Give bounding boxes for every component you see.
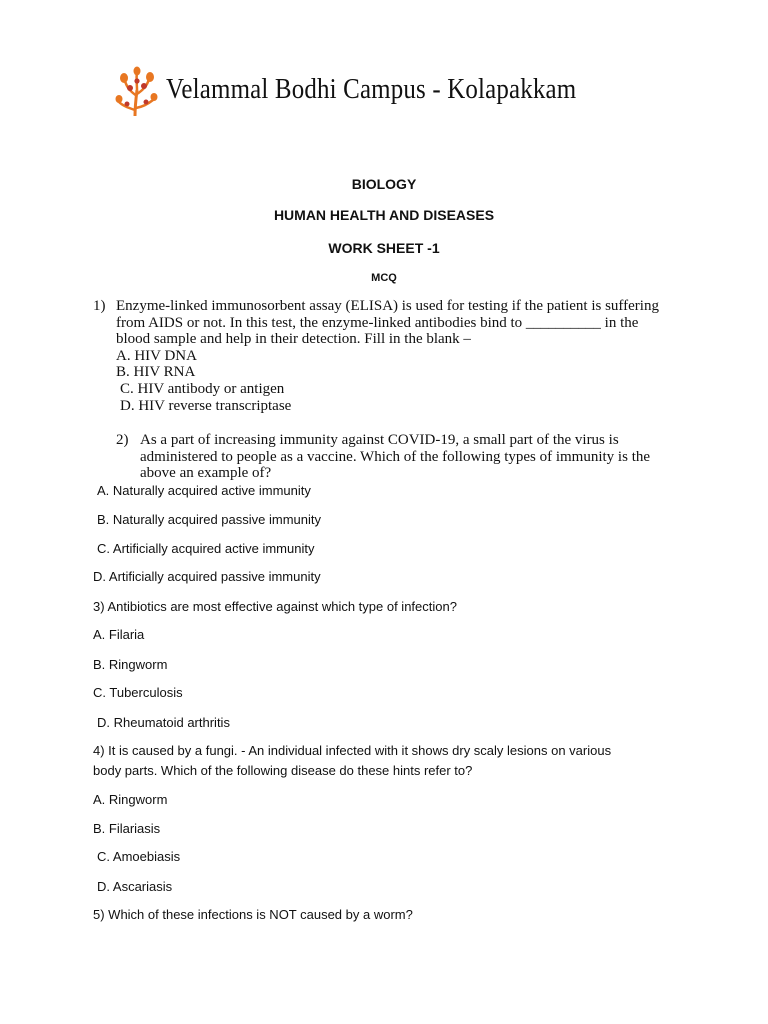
question-5-text: 5) Which of these infections is NOT caused by a worm? xyxy=(93,907,413,922)
question-2-option-b: B. Naturally acquired passive immunity xyxy=(97,512,321,527)
question-2-option-d: D. Artificially acquired passive immunity xyxy=(93,569,321,584)
question-1-option-b: B. HIV RNA xyxy=(116,364,196,380)
section-label: MCQ xyxy=(371,272,397,284)
question-3-option-b: B. Ringworm xyxy=(93,657,168,672)
question-4-text-line-2: body parts. Which of the following disease do these hints refer to? xyxy=(93,763,473,778)
subject-heading: BIOLOGY xyxy=(351,176,417,192)
question-2-option-a: A. Naturally acquired active immunity xyxy=(97,483,311,498)
question-2-option-c: C. Artificially acquired active immunity xyxy=(97,541,315,556)
question-3-text: 3) Antibiotics are most effective against which type of infection? xyxy=(93,599,457,614)
school-name: Velammal Bodhi Campus - Kolapakkam xyxy=(166,73,577,105)
question-1-option-d: D. HIV reverse transcriptase xyxy=(120,398,292,414)
question-3-option-a: A. Filaria xyxy=(93,627,145,642)
question-4-text-line-1: 4) It is caused by a fungi. - An individual infected with it shows dry scaly lesions on various xyxy=(93,743,612,758)
question-4-option-a: A. Ringworm xyxy=(93,792,168,807)
question-3-option-c: C. Tuberculosis xyxy=(93,685,183,700)
question-1-option-a: A. HIV DNA xyxy=(116,348,197,364)
topic-heading: HUMAN HEALTH AND DISEASES xyxy=(273,207,495,223)
question-1-number: 1) xyxy=(93,298,106,314)
tree-of-hands-logo xyxy=(115,66,159,118)
question-2-number: 2) xyxy=(116,432,129,448)
question-4-option-c: C. Amoebiasis xyxy=(97,849,181,864)
question-2-text: As a part of increasing immunity against COVID-19, a small part of the virus is administered to people as a vaccine. Which of the following types of immunity is the above an example of? xyxy=(140,432,651,482)
question-1-text: Enzyme-linked immunosorbent assay (ELISA) is used for testing if the patient is suffering from AIDS or not. In this test, the enzyme-linked antibodies bind to __________ in the blood sample and help in their detection. Fill in the blank – xyxy=(116,298,659,348)
question-1-option-c: C. HIV antibody or antigen xyxy=(120,381,285,397)
question-4-option-b: B. Filariasis xyxy=(93,821,161,836)
question-3-option-d: D. Rheumatoid arthritis xyxy=(97,715,230,730)
question-4-option-d: D. Ascariasis xyxy=(97,879,173,894)
worksheet-title: WORK SHEET -1 xyxy=(328,240,440,256)
